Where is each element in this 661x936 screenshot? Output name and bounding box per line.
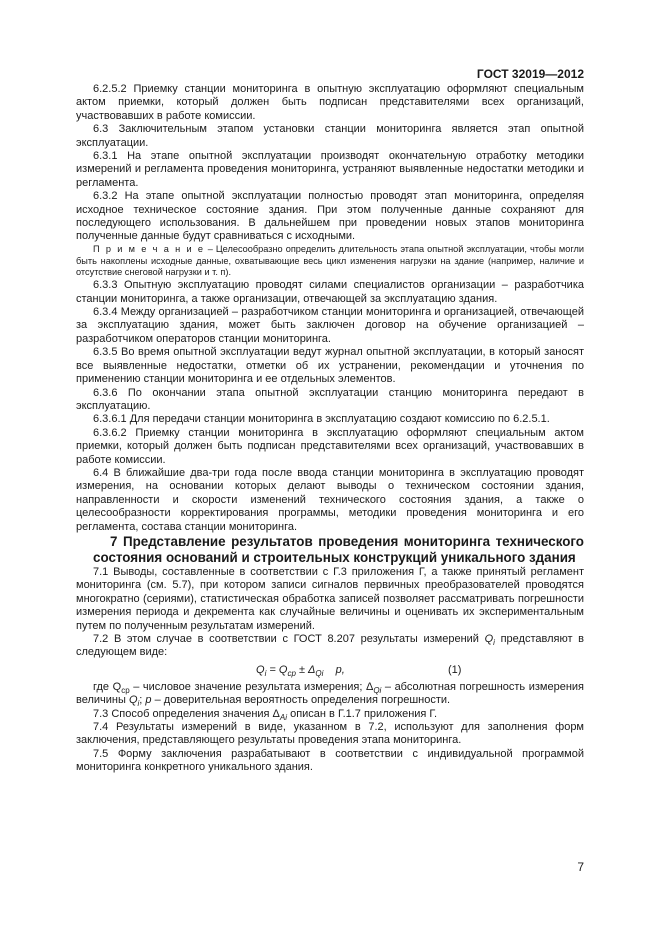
note-label: П р и м е ч а н и е	[93, 243, 205, 254]
paragraph: 6.3.6.1 Для передачи станции мониторинга в эксплуатацию создают комиссию по 6.2.5.1.	[93, 413, 550, 426]
paragraph: 6.3.3 Опытную эксплуатацию проводят силами специалистов организации – разработчика станции мониторинга, а также организации, отвечающей за эксплуатацию здания.	[76, 279, 584, 305]
paragraph: 7.3 Способ определения значения $\Delta_{Ai}$ описан в Г.1.7 приложения Г.	[93, 707, 438, 722]
formula	[76, 662, 584, 679]
paragraph: 6.3.4 Между организацией – разработчиком станции мониторинга и организацией, отвечающей за эксплуатацию здания, может быть заключен договор на обучение организацией – разработчиком операторов станции мониторинга.	[76, 306, 584, 345]
paragraph: где $Q_{ср}$ – числовое значение результата измерения; $\Delta_{Qi}$ – абсолютная погрешность измерения величины $Q_i$; p – доверительная вероятность определения погрешности.	[76, 680, 585, 709]
paragraph: 6.3.6.2 Приемку станции мониторинга в эксплуатацию оформляют специальным актом приемки, который должен быть подписан представителями всех организаций, участвовавших в работе комиссии.	[76, 426, 584, 466]
formula-number: (1)	[448, 663, 462, 676]
section-heading: 7 Представление результатов проведения мониторинга технического состояния оснований и строительных конструкций уникального здания	[93, 533, 584, 565]
paragraph: 6.3.1 На этапе опытной эксплуатации производят окончательную отработку методики измерений и регламента проведения мониторинга, устраняют выявленные недостатки методики и регламента.	[76, 150, 584, 189]
paragraph: 6.3.6 По окончании этапа опытной эксплуатации станцию мониторинга передают в эксплуатацию.	[76, 386, 584, 412]
page-number: 7	[577, 860, 584, 874]
paragraph: 6.3.5 Во время опытной эксплуатации ведут журнал опытной эксплуатации, в который заносят все выявленные недостатки, отметки об их устранении, рекомендации и уточнения по применению станции мониторинга и ее отдельных элементов.	[76, 346, 584, 386]
paragraph: 6.2.5.2 Приемку станции мониторинга в опытную эксплуатацию оформляют специальным актом приемки, который должен быть подписан представителями всех организаций, участвовавших в работе комиссии.	[76, 83, 584, 122]
standard-code-header: ГОСТ 32019—2012	[476, 67, 584, 81]
note-paragraph	[76, 244, 584, 279]
paragraph: 6.3.2 На этапе опытной эксплуатации полностью проводят этап мониторинга, определяя исходное техническое состояние здания. При этом полученные данные сохраняют для последующего использования. В дальнейшем при проведении новых этапов мониторинга полученные данные будут сравниваться с исходными.	[76, 190, 584, 243]
formula-expression: $Q_i = Q_{ср} \pm \Delta_{Qi}$ p,	[256, 663, 345, 679]
note-text: – Целесообразно определить длительность этапа опытной эксплуатации, чтобы могли быть накоплены исходные данные, охватывающие весь цикл изменения нагрузки на здание (например, наличие и отсутствие снеговой нагрузки и т. п).	[76, 243, 584, 278]
paragraph: 7.2 В этом случае в соответствии с ГОСТ 8.207 результаты измерений $Q_i$ представляют в следующем виде:	[76, 633, 584, 659]
paragraph: 6.3 Заключительным этапом установки станции мониторинга является этап опытной эксплуатации.	[76, 123, 584, 149]
paragraph: 7.1 Выводы, составленные в соответствии с Г.3 приложения Г, а также принятый регламент мониторинга (см. 5.7), при котором записи сигналов первичных преобразователей проводятся многократно (сериями), статистическая обработка записей позволяет рассматривать погрешности измерения периода и декремента как случайные величины и оценивать их экспериментальным путем по полученным результатам измерений.	[76, 565, 584, 632]
document-body	[76, 83, 584, 775]
paragraph: 7.5 Форму заключения разрабатывают в соответствии с индивидуальной программой мониторинга конкретного уникального здания.	[76, 747, 584, 774]
paragraph: 7.4 Результаты измерений в виде, указанном в 7.2, используют для заполнения форм заключения, представляющего результаты проведения этапа мониторинга.	[76, 721, 584, 747]
paragraph: 6.4 В ближайшие два-три года после ввода станции мониторинга в эксплуатацию проводят измерения, на основании которых делают выводы о техническом состоянии здания, направленности и скорости изменений технического состояния здания, а также о целесообразности корректирования программы, методики проведения мониторинга и его регламента, состава станции мониторинга.	[76, 466, 584, 533]
